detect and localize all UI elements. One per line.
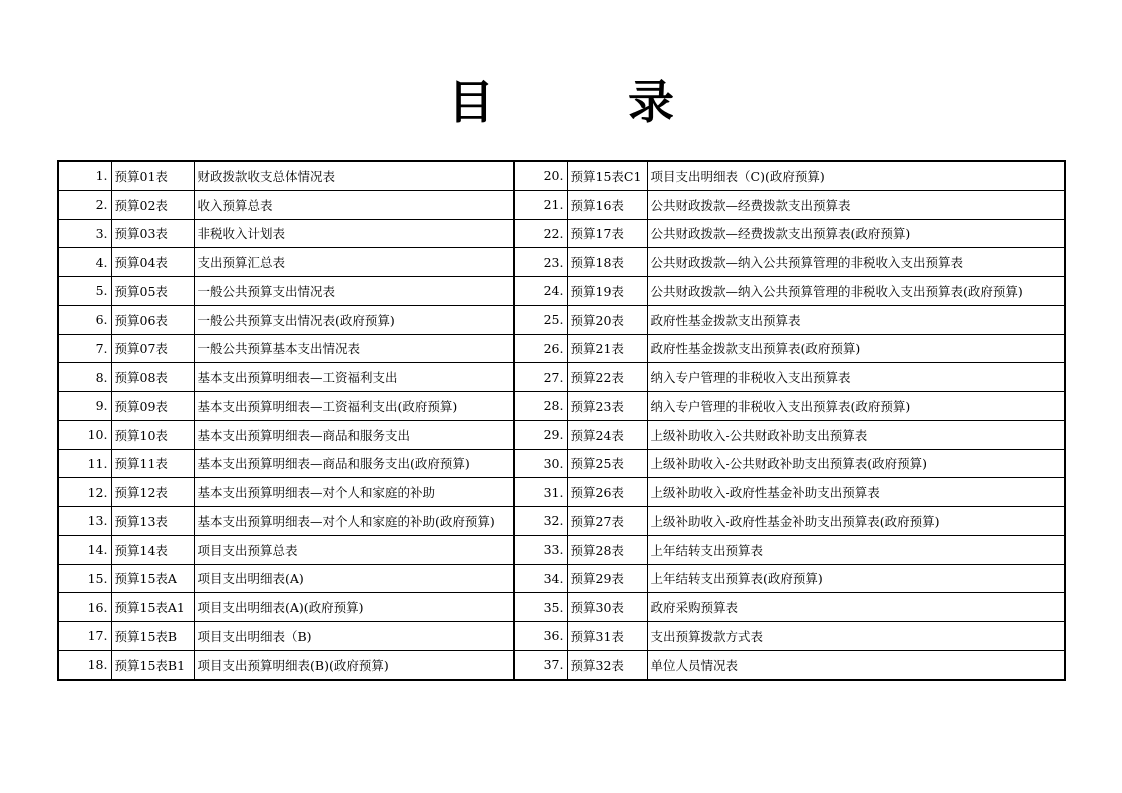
entry-number: 36. [514, 622, 567, 651]
entry-code: 预算15表A1 [111, 593, 194, 622]
table-row [58, 219, 1065, 248]
entry-name: 基本支出预算明细表—对个人和家庭的补助 [194, 478, 514, 507]
entry-code: 预算15表B [111, 622, 194, 651]
entry-code: 预算24表 [567, 420, 647, 449]
entry-number: 7. [58, 334, 111, 363]
entry-number: 8. [58, 363, 111, 392]
entry-code: 预算03表 [111, 219, 194, 248]
entry-number: 5. [58, 277, 111, 306]
entry-number: 34. [514, 564, 567, 593]
entry-code: 预算15表C1 [567, 161, 647, 190]
entry-number: 35. [514, 593, 567, 622]
entry-name: 支出预算汇总表 [194, 248, 514, 277]
entry-name: 上年结转支出预算表(政府预算) [647, 564, 1065, 593]
entry-number: 12. [58, 478, 111, 507]
entry-name: 一般公共预算基本支出情况表 [194, 334, 514, 363]
entry-number: 30. [514, 449, 567, 478]
table-row [58, 622, 1065, 651]
entry-name: 公共财政拨款—经费拨款支出预算表 [647, 190, 1065, 219]
entry-code: 预算05表 [111, 277, 194, 306]
entry-name: 收入预算总表 [194, 190, 514, 219]
entry-name: 政府性基金拨款支出预算表 [647, 305, 1065, 334]
table-row [58, 564, 1065, 593]
entry-number: 10. [58, 420, 111, 449]
entry-name: 项目支出预算总表 [194, 535, 514, 564]
table-of-contents [57, 160, 1066, 681]
entry-name: 项目支出预算明细表(B)(政府预算) [194, 650, 514, 679]
entry-number: 15. [58, 564, 111, 593]
entry-number: 23. [514, 248, 567, 277]
entry-code: 预算14表 [111, 535, 194, 564]
entry-code: 预算28表 [567, 535, 647, 564]
entry-code: 预算32表 [567, 650, 647, 679]
entry-code: 预算18表 [567, 248, 647, 277]
entry-code: 预算12表 [111, 478, 194, 507]
entry-number: 32. [514, 507, 567, 536]
table-row [58, 248, 1065, 277]
entry-code: 预算25表 [567, 449, 647, 478]
entry-name: 支出预算拨款方式表 [647, 622, 1065, 651]
table-row [58, 161, 1065, 190]
entry-code: 预算16表 [567, 190, 647, 219]
entry-number: 33. [514, 535, 567, 564]
entry-code: 预算29表 [567, 564, 647, 593]
entry-name: 基本支出预算明细表—商品和服务支出 [194, 420, 514, 449]
table-row [58, 478, 1065, 507]
entry-code: 预算01表 [111, 161, 194, 190]
entry-name: 一般公共预算支出情况表 [194, 277, 514, 306]
entry-name: 基本支出预算明细表—工资福利支出(政府预算) [194, 392, 514, 421]
entry-code: 预算13表 [111, 507, 194, 536]
entry-name: 政府采购预算表 [647, 593, 1065, 622]
entry-name: 上级补助收入-政府性基金补助支出预算表 [647, 478, 1065, 507]
table-row [58, 593, 1065, 622]
entry-number: 37. [514, 650, 567, 679]
entry-number: 27. [514, 363, 567, 392]
toc-body [58, 161, 1065, 680]
entry-number: 13. [58, 507, 111, 536]
entry-number: 14. [58, 535, 111, 564]
entry-code: 预算26表 [567, 478, 647, 507]
table-row [58, 420, 1065, 449]
entry-number: 2. [58, 190, 111, 219]
entry-name: 单位人员情况表 [647, 650, 1065, 679]
entry-name: 上级补助收入-公共财政补助支出预算表 [647, 420, 1065, 449]
entry-code: 预算11表 [111, 449, 194, 478]
entry-number: 18. [58, 650, 111, 679]
page-title: 目 录 [448, 75, 718, 129]
entry-name: 项目支出明细表（C)(政府预算) [647, 161, 1065, 190]
entry-number: 21. [514, 190, 567, 219]
table-row [58, 334, 1065, 363]
entry-code: 预算07表 [111, 334, 194, 363]
entry-code: 预算27表 [567, 507, 647, 536]
entry-code: 预算21表 [567, 334, 647, 363]
entry-code: 预算10表 [111, 420, 194, 449]
table-row [58, 305, 1065, 334]
entry-number: 29. [514, 420, 567, 449]
table-row [58, 190, 1065, 219]
entry-code: 预算20表 [567, 305, 647, 334]
entry-name: 公共财政拨款—经费拨款支出预算表(政府预算) [647, 219, 1065, 248]
entry-number: 20. [514, 161, 567, 190]
table-row [58, 535, 1065, 564]
entry-name: 基本支出预算明细表—对个人和家庭的补助(政府预算) [194, 507, 514, 536]
table-row [58, 449, 1065, 478]
entry-name: 上年结转支出预算表 [647, 535, 1065, 564]
entry-number: 31. [514, 478, 567, 507]
entry-code: 预算19表 [567, 277, 647, 306]
entry-name: 上级补助收入-公共财政补助支出预算表(政府预算) [647, 449, 1065, 478]
table-row [58, 507, 1065, 536]
entry-number: 1. [58, 161, 111, 190]
entry-name: 项目支出明细表(A) [194, 564, 514, 593]
entry-code: 预算23表 [567, 392, 647, 421]
entry-code: 预算31表 [567, 622, 647, 651]
entry-name: 上级补助收入-政府性基金补助支出预算表(政府预算) [647, 507, 1065, 536]
entry-code: 预算30表 [567, 593, 647, 622]
entry-number: 26. [514, 334, 567, 363]
entry-number: 9. [58, 392, 111, 421]
table-row [58, 392, 1065, 421]
entry-code: 预算08表 [111, 363, 194, 392]
entry-name: 基本支出预算明细表—工资福利支出 [194, 363, 514, 392]
entry-number: 16. [58, 593, 111, 622]
entry-name: 纳入专户管理的非税收入支出预算表(政府预算) [647, 392, 1065, 421]
entry-name: 非税收入计划表 [194, 219, 514, 248]
entry-number: 11. [58, 449, 111, 478]
entry-name: 项目支出明细表（B) [194, 622, 514, 651]
entry-number: 3. [58, 219, 111, 248]
entry-name: 项目支出明细表(A)(政府预算) [194, 593, 514, 622]
entry-number: 25. [514, 305, 567, 334]
entry-number: 22. [514, 219, 567, 248]
entry-name: 基本支出预算明细表—商品和服务支出(政府预算) [194, 449, 514, 478]
entry-code: 预算15表A [111, 564, 194, 593]
entry-name: 政府性基金拨款支出预算表(政府预算) [647, 334, 1065, 363]
entry-name: 公共财政拨款—纳入公共预算管理的非税收入支出预算表(政府预算) [647, 277, 1065, 306]
entry-number: 17. [58, 622, 111, 651]
entry-code: 预算15表B1 [111, 650, 194, 679]
entry-number: 4. [58, 248, 111, 277]
entry-code: 预算17表 [567, 219, 647, 248]
entry-number: 24. [514, 277, 567, 306]
entry-name: 纳入专户管理的非税收入支出预算表 [647, 363, 1065, 392]
entry-name: 公共财政拨款—纳入公共预算管理的非税收入支出预算表 [647, 248, 1065, 277]
table-row [58, 277, 1065, 306]
entry-code: 预算02表 [111, 190, 194, 219]
entry-number: 6. [58, 305, 111, 334]
entry-name: 财政拨款收支总体情况表 [194, 161, 514, 190]
entry-number: 28. [514, 392, 567, 421]
entry-code: 预算04表 [111, 248, 194, 277]
entry-code: 预算22表 [567, 363, 647, 392]
entry-name: 一般公共预算支出情况表(政府预算) [194, 305, 514, 334]
entry-code: 预算06表 [111, 305, 194, 334]
entry-code: 预算09表 [111, 392, 194, 421]
table-row [58, 363, 1065, 392]
table-row [58, 650, 1065, 679]
